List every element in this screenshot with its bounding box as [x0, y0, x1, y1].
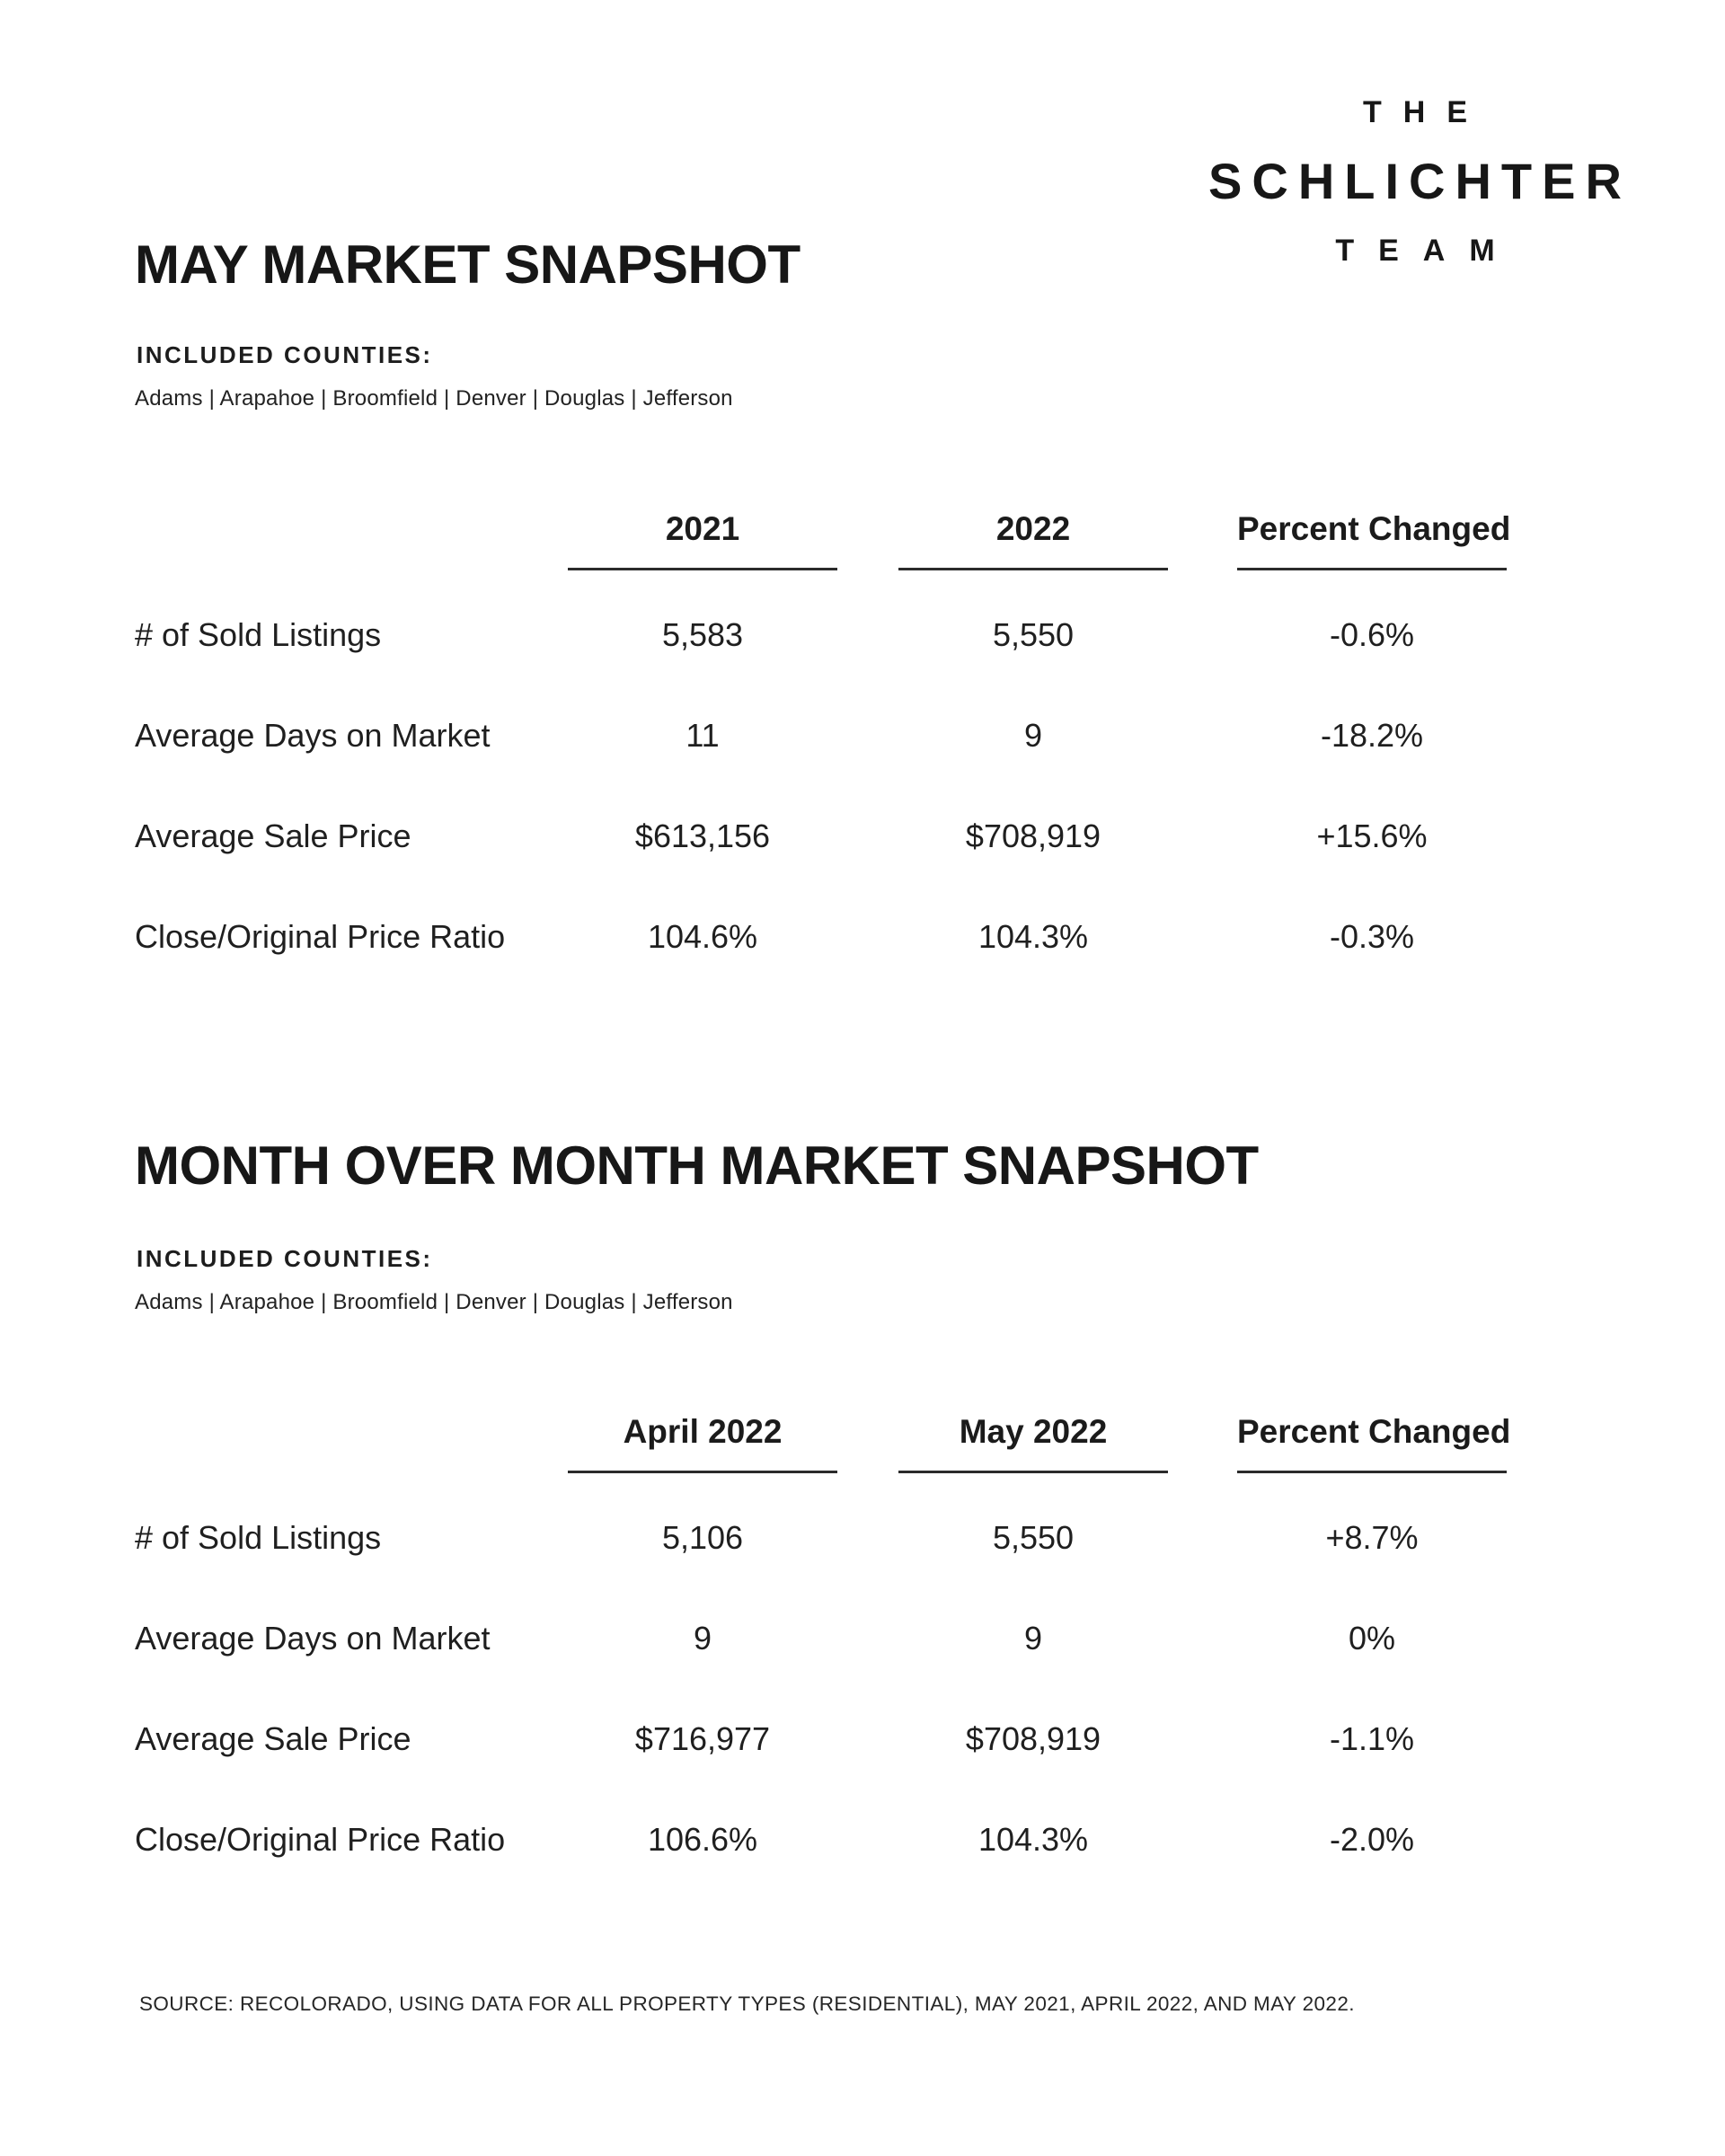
row-label: Close/Original Price Ratio: [135, 1821, 506, 1858]
row-label: # of Sold Listings: [135, 616, 382, 653]
cell-value: $613,156: [634, 817, 771, 854]
column-header-percent-changed: Percent Changed: [1237, 1413, 1511, 1450]
cell-value: 5,583: [661, 616, 744, 653]
cell-value: 106.6%: [647, 1821, 758, 1858]
cell-value: 9: [1023, 717, 1043, 754]
row-label: Average Sale Price: [135, 1720, 411, 1757]
row-label: Average Days on Market: [135, 1620, 491, 1657]
table-row: [135, 1689, 1509, 1789]
section2-included-counties-label: INCLUDED COUNTIES:: [137, 1245, 433, 1272]
brand-line-the: THE: [1363, 95, 1489, 129]
header-underline: [1237, 1471, 1507, 1473]
section2-table-header-row: [135, 1411, 1509, 1453]
cell-value: -0.3%: [1329, 918, 1415, 955]
cell-value: 5,550: [992, 616, 1075, 653]
table-row: [135, 1488, 1509, 1588]
table-row: [135, 585, 1509, 685]
cell-value: 104.6%: [647, 918, 758, 955]
section1-table-body: [135, 585, 1509, 987]
section1-title: MAY MARKET SNAPSHOT: [135, 234, 801, 295]
table-row: [135, 1789, 1509, 1890]
brand-line-name: SCHLICHTER: [1208, 153, 1632, 209]
row-label: Average Sale Price: [135, 817, 411, 854]
cell-value: -0.6%: [1329, 616, 1415, 653]
cell-value: 5,106: [661, 1519, 744, 1556]
cell-value: -2.0%: [1329, 1821, 1415, 1858]
table-row: [135, 786, 1509, 887]
row-label: Close/Original Price Ratio: [135, 918, 506, 955]
section1-table-header-row: [135, 508, 1509, 550]
column-header-may-2022: May 2022: [959, 1413, 1108, 1450]
source-attribution: SOURCE: RECOLORADO, USING DATA FOR ALL PROPERTY TYPES (RESIDENTIAL), MAY 2021, APRIL 2022, AND MAY 2022.: [139, 1993, 1355, 2015]
cell-value: -18.2%: [1320, 717, 1424, 754]
table-row: [135, 1588, 1509, 1689]
header-underline: [568, 1471, 837, 1473]
cell-value: 0%: [1348, 1620, 1396, 1657]
section2-title: MONTH OVER MONTH MARKET SNAPSHOT: [135, 1135, 1259, 1196]
cell-value: 11: [686, 717, 720, 754]
header-underline: [898, 568, 1168, 570]
table-row: [135, 685, 1509, 786]
section2-table-body: [135, 1488, 1509, 1890]
header-underline: [898, 1471, 1168, 1473]
cell-value: 9: [1023, 1620, 1043, 1657]
cell-value: 104.3%: [978, 1821, 1089, 1858]
table-row: [135, 887, 1509, 987]
row-label: Average Days on Market: [135, 717, 491, 754]
section1-included-counties-label: INCLUDED COUNTIES:: [137, 341, 433, 368]
section1-table: [135, 508, 1509, 987]
cell-value: +8.7%: [1325, 1519, 1419, 1556]
column-header-2022: 2022: [995, 510, 1071, 547]
cell-value: -1.1%: [1329, 1720, 1415, 1757]
column-header-percent-changed: Percent Changed: [1237, 510, 1511, 547]
cell-value: $716,977: [634, 1720, 771, 1757]
cell-value: 9: [693, 1620, 712, 1657]
column-header-april-2022: April 2022: [623, 1413, 783, 1450]
cell-value: +15.6%: [1316, 817, 1428, 854]
header-underline: [1237, 568, 1507, 570]
column-header-2021: 2021: [665, 510, 740, 547]
section2-header-underlines: [135, 1471, 1509, 1473]
brand-line-team: TEAM: [1335, 234, 1519, 268]
brand-logo: [1163, 97, 1667, 266]
cell-value: $708,919: [965, 1720, 1101, 1757]
cell-value: 5,550: [992, 1519, 1075, 1556]
section1-header-underlines: [135, 568, 1509, 570]
cell-value: 104.3%: [978, 918, 1089, 955]
header-underline: [568, 568, 837, 570]
section2-table: [135, 1411, 1509, 1890]
cell-value: $708,919: [965, 817, 1101, 854]
section1-counties-list: Adams | Arapahoe | Broomfield | Denver | Douglas | Jefferson: [135, 386, 733, 411]
section2-counties-list: Adams | Arapahoe | Broomfield | Denver | Douglas | Jefferson: [135, 1290, 733, 1314]
row-label: # of Sold Listings: [135, 1519, 382, 1556]
